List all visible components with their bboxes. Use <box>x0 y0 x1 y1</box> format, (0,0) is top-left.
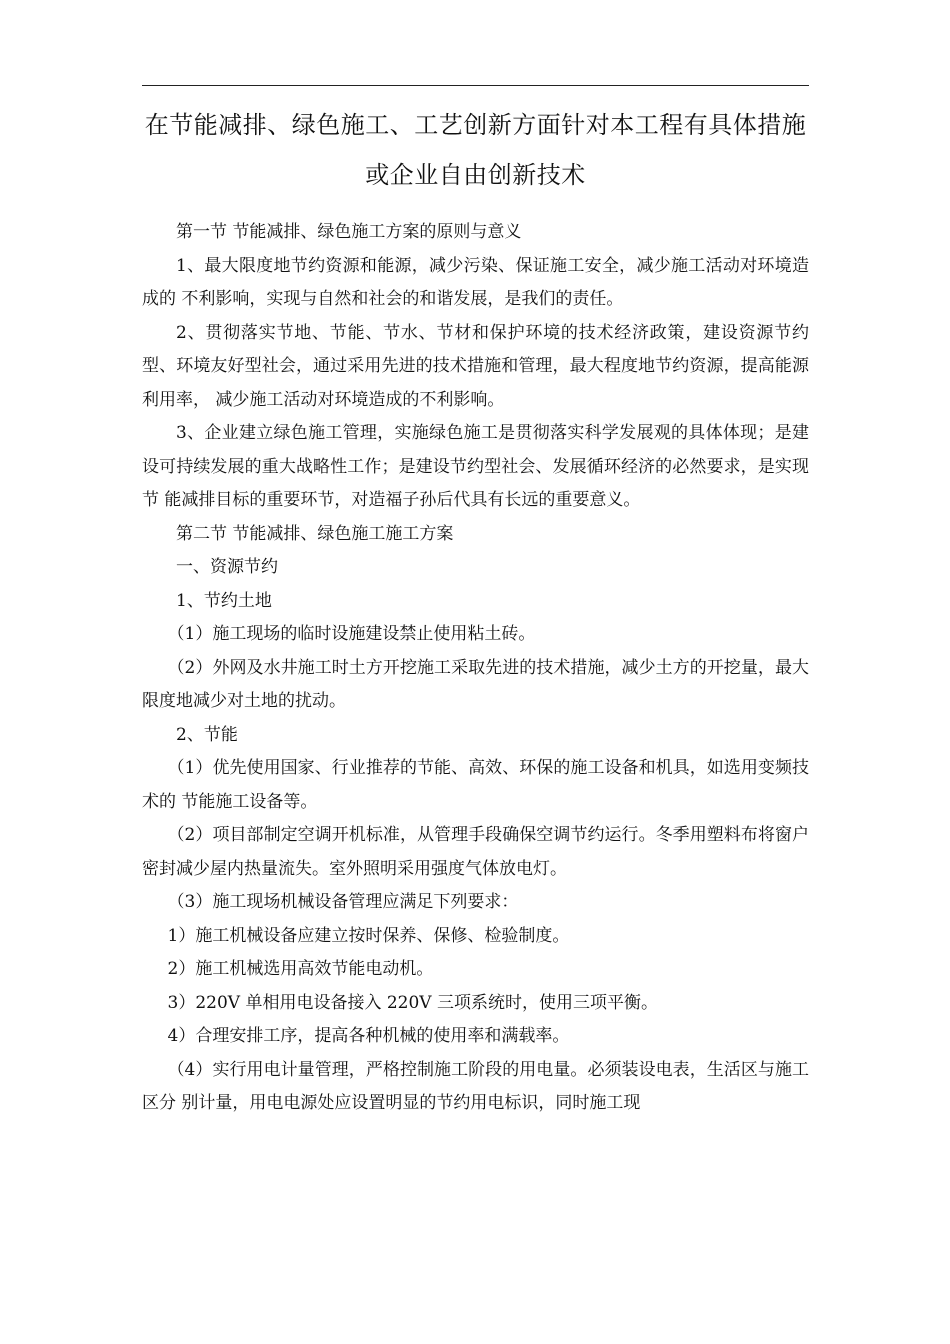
section-heading-2: 第二节 节能减排、绿色施工施工方案 <box>176 523 454 544</box>
header-rule <box>142 85 809 86</box>
paragraph: 3、企业建立绿色施工管理，实施绿色施工是贯彻落实科学发展观的具体体现；是建 设可持续发展的重大战略性工作；是建设节约型社会、发展循环经济的必然要求，是实现节 能减排目标的重要环节，对造福子孙后代具有长远的重要意义。 <box>142 423 809 510</box>
list-item: （2）项目部制定空调开机标准，从管理手段确保空调节约运行。冬季用塑料布将窗户密封减少屋内热量流失。室外照明采用强度气体放电灯。 <box>142 825 809 879</box>
list-item: 3）220V 单相用电设备接入 220V 三项系统时，使用三项平衡。 <box>167 992 658 1013</box>
subsection-heading: 一、资源节约 <box>176 557 278 577</box>
list-item: （2）外网及水井施工时土方开挖施工采取先进的技术措施，减少土方的开挖量，最大限度地减少对土地的扰动。 <box>142 657 809 711</box>
list-item: 1）施工机械设备应建立按时保养、保修、检验制度。 <box>167 925 570 946</box>
list-item: 2）施工机械选用高效节能电动机。 <box>167 959 434 979</box>
paragraph: 1、最大限度地节约资源和能源，减少污染、保证施工安全，减少施工活动对环境造成的 不利影响，实现与自然和社会的和谐发展，是我们的责任。 <box>142 255 809 309</box>
item-heading: 1、节约土地 <box>176 590 272 611</box>
item-heading: 2、节能 <box>176 724 238 745</box>
section-heading-1: 第一节 节能减排、绿色施工方案的原则与意义 <box>176 222 522 242</box>
paragraph: 2、贯彻落实节地、节能、节水、节材和保护环境的技术经济政策，建设资源节约型、环境友好型社会，通过采用先进的技术措施和管理，最大程度地节约资源，提高能源利用率， 减少施工活动对环境造成的不利影响。 <box>142 322 809 410</box>
list-item: （4）实行用电计量管理，严格控制施工阶段的用电量。必须装设电表，生活区与施工区分 别计量，用电电源处应设置明显的节约用电标识，同时施工现 <box>142 1059 809 1113</box>
document-body <box>142 216 809 1121</box>
list-item: （1）优先使用国家、行业推荐的节能、高效、环保的施工设备和机具，如选用变频技术的 节能施工设备等。 <box>142 758 809 812</box>
list-item: （3）施工现场机械设备管理应满足下列要求： <box>167 892 519 912</box>
list-item: 4）合理安排工序，提高各种机械的使用率和满载率。 <box>167 1026 570 1046</box>
document-title: 在节能减排、绿色施工、工艺创新方面针对本工程有具体措施或企业自由创新技术 <box>144 111 807 189</box>
list-item: （1）施工现场的临时设施建设禁止使用粘土砖。 <box>167 624 536 644</box>
